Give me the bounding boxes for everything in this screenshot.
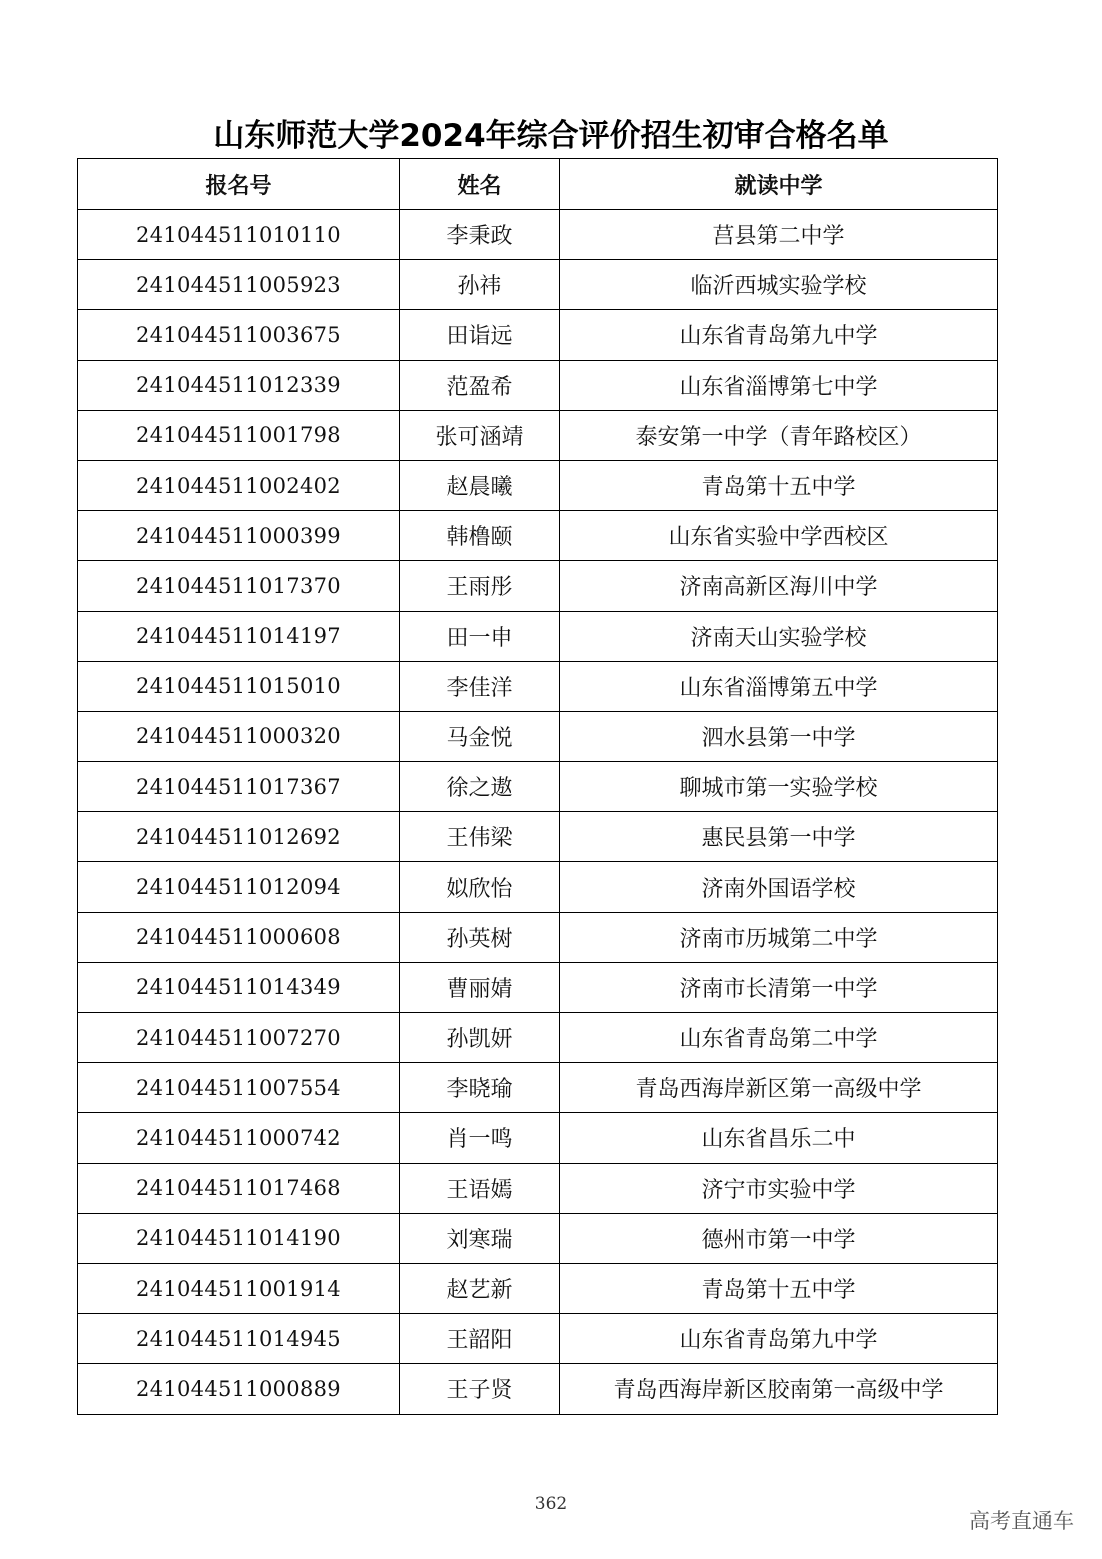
school-cell: 青岛西海岸新区第一高级中学 <box>560 1063 998 1113</box>
student-name-cell: 姒欣怡 <box>400 862 560 912</box>
registration-number-cell: 241044511005923 <box>78 260 400 310</box>
table-row <box>78 1364 998 1414</box>
school-cell: 济南外国语学校 <box>560 862 998 912</box>
registration-number-cell: 241044511007554 <box>78 1063 400 1113</box>
school-cell: 惠民县第一中学 <box>560 812 998 862</box>
student-name-cell: 马金悦 <box>400 711 560 761</box>
student-name-cell: 田诣远 <box>400 310 560 360</box>
student-name-cell: 孙凯妍 <box>400 1013 560 1063</box>
registration-number-cell: 241044511015010 <box>78 661 400 711</box>
student-name-cell: 赵艺新 <box>400 1263 560 1313</box>
registration-number-cell: 241044511000320 <box>78 711 400 761</box>
table-row <box>78 460 998 510</box>
student-name-cell: 王雨彤 <box>400 561 560 611</box>
student-name-cell: 王韶阳 <box>400 1314 560 1364</box>
school-cell: 泰安第一中学（青年路校区） <box>560 410 998 460</box>
table-row <box>78 762 998 812</box>
table-row <box>78 260 998 310</box>
school-cell: 莒县第二中学 <box>560 210 998 260</box>
student-name-cell: 李秉政 <box>400 210 560 260</box>
student-name-cell: 赵晨曦 <box>400 460 560 510</box>
registration-number-cell: 241044511014945 <box>78 1314 400 1364</box>
table-row <box>78 711 998 761</box>
registration-number-cell: 241044511012339 <box>78 360 400 410</box>
registration-number-cell: 241044511001798 <box>78 410 400 460</box>
registration-number-cell: 241044511017367 <box>78 762 400 812</box>
school-cell: 德州市第一中学 <box>560 1213 998 1263</box>
table-row <box>78 862 998 912</box>
registration-number-cell: 241044511014197 <box>78 611 400 661</box>
registration-number-cell: 241044511014349 <box>78 962 400 1012</box>
header-name: 姓名 <box>400 159 560 210</box>
table-row <box>78 1113 998 1163</box>
school-cell: 泗水县第一中学 <box>560 711 998 761</box>
student-name-cell: 徐之遨 <box>400 762 560 812</box>
registration-number-cell: 241044511014190 <box>78 1213 400 1263</box>
table-row <box>78 1163 998 1213</box>
school-cell: 济南高新区海川中学 <box>560 561 998 611</box>
table-row <box>78 962 998 1012</box>
table-row <box>78 611 998 661</box>
student-name-cell: 曹丽婧 <box>400 962 560 1012</box>
school-cell: 山东省实验中学西校区 <box>560 511 998 561</box>
student-name-cell: 刘寒瑞 <box>400 1213 560 1263</box>
student-name-cell: 王子贤 <box>400 1364 560 1414</box>
student-name-cell: 韩橹颐 <box>400 511 560 561</box>
school-cell: 山东省昌乐二中 <box>560 1113 998 1163</box>
registration-number-cell: 241044511012094 <box>78 862 400 912</box>
school-cell: 济南天山实验学校 <box>560 611 998 661</box>
admission-list-table <box>77 158 998 1415</box>
page-number: 362 <box>534 1494 568 1514</box>
registration-number-cell: 241044511000742 <box>78 1113 400 1163</box>
student-name-cell: 孙英树 <box>400 912 560 962</box>
student-name-cell: 王伟梁 <box>400 812 560 862</box>
registration-number-cell: 241044511017468 <box>78 1163 400 1213</box>
registration-number-cell: 241044511003675 <box>78 310 400 360</box>
table-row <box>78 1013 998 1063</box>
registration-number-cell: 241044511000608 <box>78 912 400 962</box>
school-cell: 山东省青岛第二中学 <box>560 1013 998 1063</box>
table-row <box>78 210 998 260</box>
header-school: 就读中学 <box>560 159 998 210</box>
registration-number-cell: 241044511012692 <box>78 812 400 862</box>
table-row <box>78 661 998 711</box>
table-row <box>78 511 998 561</box>
registration-number-cell: 241044511010110 <box>78 210 400 260</box>
student-name-cell: 王语嫣 <box>400 1163 560 1213</box>
school-cell: 临沂西城实验学校 <box>560 260 998 310</box>
registration-number-cell: 241044511017370 <box>78 561 400 611</box>
document-title: 山东师范大学2024年综合评价招生初审合格名单 <box>213 118 889 154</box>
student-name-cell: 范盈希 <box>400 360 560 410</box>
table-row <box>78 310 998 360</box>
student-name-cell: 李晓瑜 <box>400 1063 560 1113</box>
table-row <box>78 1063 998 1113</box>
table-row <box>78 912 998 962</box>
table-row <box>78 812 998 862</box>
table-row <box>78 360 998 410</box>
school-cell: 济宁市实验中学 <box>560 1163 998 1213</box>
student-name-cell: 孙祎 <box>400 260 560 310</box>
school-cell: 山东省青岛第九中学 <box>560 310 998 360</box>
table-header-row <box>78 159 998 210</box>
table-row <box>78 1314 998 1364</box>
table-row <box>78 410 998 460</box>
school-cell: 青岛第十五中学 <box>560 1263 998 1313</box>
student-name-cell: 肖一鸣 <box>400 1113 560 1163</box>
school-cell: 济南市历城第二中学 <box>560 912 998 962</box>
table-row <box>78 561 998 611</box>
school-cell: 青岛西海岸新区胶南第一高级中学 <box>560 1364 998 1414</box>
registration-number-cell: 241044511002402 <box>78 460 400 510</box>
registration-number-cell: 241044511007270 <box>78 1013 400 1063</box>
school-cell: 山东省淄博第五中学 <box>560 661 998 711</box>
registration-number-cell: 241044511000889 <box>78 1364 400 1414</box>
student-name-cell: 张可涵靖 <box>400 410 560 460</box>
watermark: 高考直通车 <box>969 1509 1074 1533</box>
student-name-cell: 李佳洋 <box>400 661 560 711</box>
school-cell: 青岛第十五中学 <box>560 460 998 510</box>
table-row <box>78 1263 998 1313</box>
header-registration-number: 报名号 <box>78 159 400 210</box>
school-cell: 山东省青岛第九中学 <box>560 1314 998 1364</box>
registration-number-cell: 241044511001914 <box>78 1263 400 1313</box>
school-cell: 山东省淄博第七中学 <box>560 360 998 410</box>
school-cell: 聊城市第一实验学校 <box>560 762 998 812</box>
registration-number-cell: 241044511000399 <box>78 511 400 561</box>
student-name-cell: 田一申 <box>400 611 560 661</box>
table-row <box>78 1213 998 1263</box>
school-cell: 济南市长清第一中学 <box>560 962 998 1012</box>
